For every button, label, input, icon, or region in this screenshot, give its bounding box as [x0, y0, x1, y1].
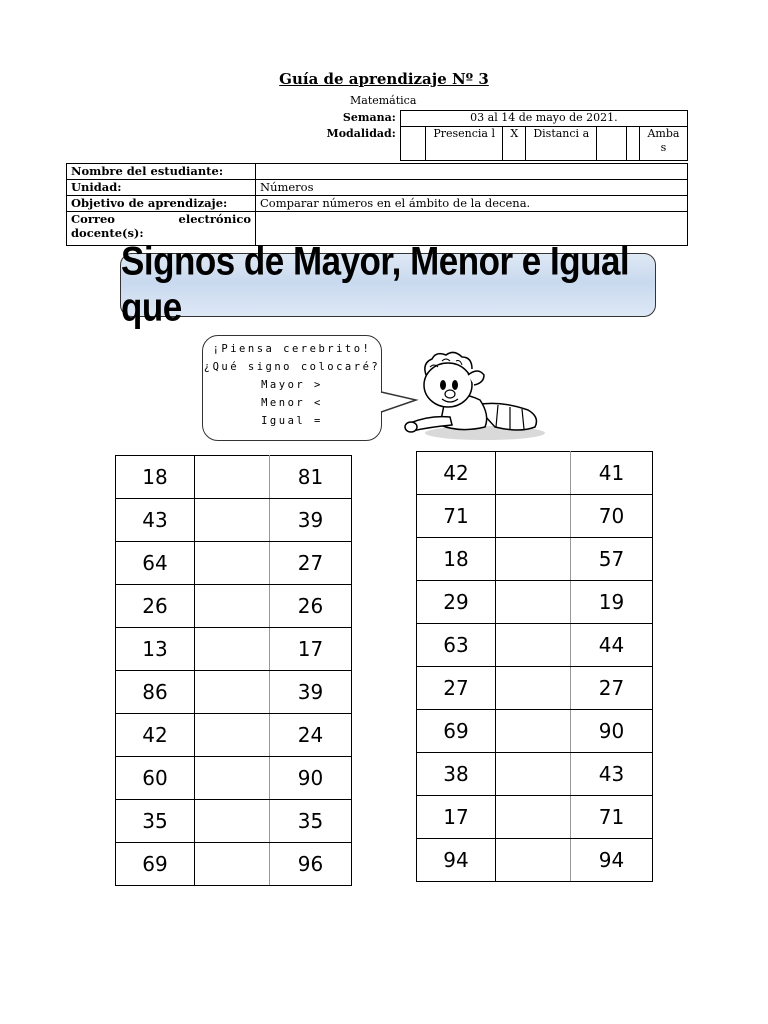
student-info-table	[66, 163, 688, 246]
left-number: 71	[417, 495, 496, 538]
left-number: 35	[116, 800, 195, 843]
table-row	[116, 499, 352, 542]
right-number: 26	[270, 585, 352, 628]
speech-bubble	[202, 335, 382, 441]
sign-answer-cell[interactable]	[195, 843, 270, 886]
table-row	[116, 628, 352, 671]
sign-answer-cell[interactable]	[496, 624, 571, 667]
right-number: 94	[571, 839, 653, 882]
left-number: 86	[116, 671, 195, 714]
modalidad-distancia-check[interactable]	[597, 127, 627, 161]
sign-answer-cell[interactable]	[496, 667, 571, 710]
table-row	[417, 538, 653, 581]
left-number: 27	[417, 667, 496, 710]
left-number: 64	[116, 542, 195, 585]
left-number: 42	[116, 714, 195, 757]
modalidad-ambas: Amba s	[639, 127, 687, 161]
modalidad-presencial: Presencia l	[426, 127, 503, 161]
modalidad-mark: X	[502, 127, 526, 161]
right-number: 35	[270, 800, 352, 843]
objective-label: Objetivo de aprendizaje:	[67, 196, 256, 212]
sign-answer-cell[interactable]	[195, 628, 270, 671]
right-number: 71	[571, 796, 653, 839]
comparison-table-right	[416, 451, 653, 882]
right-number: 57	[571, 538, 653, 581]
right-number: 44	[571, 624, 653, 667]
left-number: 26	[116, 585, 195, 628]
left-number: 13	[116, 628, 195, 671]
sign-answer-cell[interactable]	[195, 671, 270, 714]
schedule-table	[318, 110, 688, 161]
right-number: 96	[270, 843, 352, 886]
left-number: 38	[417, 753, 496, 796]
right-number: 90	[270, 757, 352, 800]
unit-value: Números	[256, 180, 688, 196]
sign-answer-cell[interactable]	[195, 585, 270, 628]
modalidad-distancia: Distanci a	[526, 127, 597, 161]
modalidad-spacer	[626, 127, 639, 161]
right-number: 39	[270, 671, 352, 714]
sign-answer-cell[interactable]	[496, 581, 571, 624]
title-banner	[120, 239, 656, 330]
right-number: 39	[270, 499, 352, 542]
sign-answer-cell[interactable]	[496, 796, 571, 839]
sign-answer-cell[interactable]	[496, 495, 571, 538]
sign-answer-cell[interactable]	[195, 456, 270, 499]
left-number: 94	[417, 839, 496, 882]
sign-answer-cell[interactable]	[496, 839, 571, 882]
right-number: 27	[270, 542, 352, 585]
unit-label: Unidad:	[67, 180, 256, 196]
right-number: 19	[571, 581, 653, 624]
banner-text: Signos de Mayor, Menor e Igual que	[121, 239, 630, 330]
left-number: 63	[417, 624, 496, 667]
left-number: 69	[116, 843, 195, 886]
table-row	[116, 714, 352, 757]
left-number: 60	[116, 757, 195, 800]
sign-answer-cell[interactable]	[195, 714, 270, 757]
left-number: 69	[417, 710, 496, 753]
table-row	[417, 753, 653, 796]
modalidad-label: Modalidad:	[326, 126, 396, 140]
table-row	[417, 495, 653, 538]
bubble-line: ¿Qué signo colocaré?	[203, 361, 381, 373]
table-row	[116, 671, 352, 714]
left-number: 18	[116, 456, 195, 499]
table-row	[116, 800, 352, 843]
sign-answer-cell[interactable]	[195, 800, 270, 843]
email-label: Correo electrónico docente(s):	[67, 212, 256, 246]
semana-label: Semana:	[342, 110, 396, 124]
right-number: 43	[571, 753, 653, 796]
cartoon-boy-icon	[400, 345, 550, 445]
bubble-line: Mayor >	[261, 379, 323, 391]
right-number: 27	[571, 667, 653, 710]
student-name-label: Nombre del estudiante:	[67, 164, 256, 180]
sign-answer-cell[interactable]	[496, 753, 571, 796]
sign-answer-cell[interactable]	[195, 757, 270, 800]
sign-answer-cell[interactable]	[496, 710, 571, 753]
semana-value: 03 al 14 de mayo de 2021.	[400, 111, 687, 127]
bubble-line: Menor <	[261, 397, 323, 409]
table-row	[417, 452, 653, 495]
page-title: Guía de aprendizaje Nº 3	[279, 70, 489, 88]
sign-answer-cell[interactable]	[496, 538, 571, 581]
left-number: 17	[417, 796, 496, 839]
table-row	[417, 581, 653, 624]
right-number: 90	[571, 710, 653, 753]
bubble-line: Igual =	[261, 415, 323, 427]
table-row	[116, 757, 352, 800]
table-row	[417, 624, 653, 667]
table-row	[417, 667, 653, 710]
sign-answer-cell[interactable]	[496, 452, 571, 495]
right-number: 41	[571, 452, 653, 495]
comparison-table-left	[115, 455, 352, 886]
table-row	[116, 542, 352, 585]
left-number: 29	[417, 581, 496, 624]
left-number: 43	[116, 499, 195, 542]
right-number: 70	[571, 495, 653, 538]
right-number: 81	[270, 456, 352, 499]
right-number: 17	[270, 628, 352, 671]
right-number: 24	[270, 714, 352, 757]
table-row	[116, 456, 352, 499]
subject-label: Matemática	[350, 94, 417, 107]
bubble-line: ¡Piensa cerebrito!	[212, 343, 372, 355]
objective-value: Comparar números en el ámbito de la decena.	[256, 196, 688, 212]
table-row	[417, 710, 653, 753]
student-name-field[interactable]	[256, 164, 688, 180]
modalidad-blank-cell[interactable]	[400, 127, 426, 161]
sign-answer-cell[interactable]	[195, 542, 270, 585]
sign-answer-cell[interactable]	[195, 499, 270, 542]
table-row	[116, 585, 352, 628]
left-number: 18	[417, 538, 496, 581]
table-row	[116, 843, 352, 886]
table-row	[417, 839, 653, 882]
table-row	[417, 796, 653, 839]
left-number: 42	[417, 452, 496, 495]
